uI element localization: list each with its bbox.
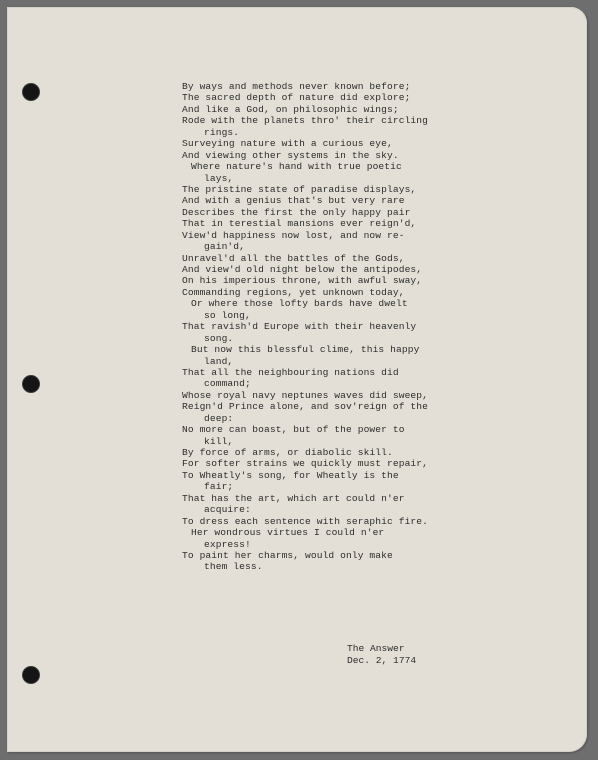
poem-line: so long,	[204, 309, 251, 321]
poem-line: rings.	[204, 126, 240, 138]
poem-line: Surveying nature with a curious eye,	[182, 138, 393, 150]
poem-line: command;	[204, 378, 251, 390]
signature-date: Dec. 2, 1774	[347, 655, 417, 666]
poem-line: And viewing other systems in the sky.	[182, 149, 399, 161]
poem-line: That ravish'd Europe with their heavenly	[182, 321, 417, 333]
signature-title: The Answer	[347, 643, 405, 654]
poem-line: That has the art, which art could n'er	[182, 492, 405, 504]
poem-line: View'd happiness now lost, and now re-	[182, 229, 405, 241]
signature-block	[347, 643, 416, 667]
poem-line: The pristine state of paradise displays,	[182, 183, 417, 195]
poem-text	[182, 81, 582, 573]
poem-line: Where nature's hand with true poetic	[191, 161, 402, 173]
poem-line: To paint her charms, would only make	[182, 549, 393, 561]
binder-hole-middle	[23, 376, 39, 392]
poem-line: But now this blessful clime, this happy	[191, 344, 420, 356]
poem-line: That in terestial mansions ever reign'd,	[182, 218, 417, 230]
poem-line: And like a God, on philosophic wings;	[182, 103, 399, 115]
poem-line: Whose royal navy neptunes waves did sweep,	[182, 389, 429, 401]
poem-line: kill,	[204, 435, 234, 447]
poem-line: them less.	[204, 561, 263, 573]
poem-line: deep:	[204, 412, 234, 424]
poem-line: express!	[204, 538, 251, 550]
poem-line: And with a genius that's but very rare	[182, 195, 405, 207]
poem-line: On his imperious throne, with awful sway,	[182, 275, 423, 287]
poem-line: Rode with the planets thro' their circling	[182, 115, 429, 127]
poem-line: acquire:	[204, 504, 251, 516]
poem-line: That all the neighbouring nations did	[182, 366, 399, 378]
poem-line: By force of arms, or diabolic skill.	[182, 447, 393, 458]
poem-line: Unravel'd all the battles of the Gods,	[182, 252, 405, 264]
poem-line: And view'd old night below the antipodes,	[182, 264, 423, 275]
poem-line: Describes the first the only happy pair	[182, 206, 411, 218]
poem-line: lays,	[204, 172, 234, 184]
poem-line: By ways and methods never known before;	[182, 81, 411, 92]
poem-line: To dress each sentence with seraphic fire.	[182, 515, 429, 527]
poem-line: gain'd,	[204, 241, 246, 253]
poem-line: Reign'd Prince alone, and sov'reign of the	[182, 401, 429, 413]
poem-line: Her wondrous virtues I could n'er	[191, 527, 385, 539]
poem-line: For softer strains we quickly must repair,	[182, 458, 429, 470]
poem-line: Commanding regions, yet unknown today,	[182, 286, 405, 298]
typed-page	[7, 7, 587, 752]
poem-line: song.	[204, 332, 234, 344]
binder-hole-top	[23, 84, 39, 100]
poem-line: No more can boast, but of the power to	[182, 424, 405, 436]
poem-line: The sacred depth of nature did explore;	[182, 92, 411, 104]
binder-hole-bottom	[23, 667, 39, 683]
poem-line: To Wheatly's song, for Wheatly is the	[182, 469, 399, 481]
poem-line: fair;	[204, 481, 234, 493]
poem-line: land,	[204, 355, 234, 367]
poem-line: Or where those lofty bards have dwelt	[191, 298, 408, 310]
